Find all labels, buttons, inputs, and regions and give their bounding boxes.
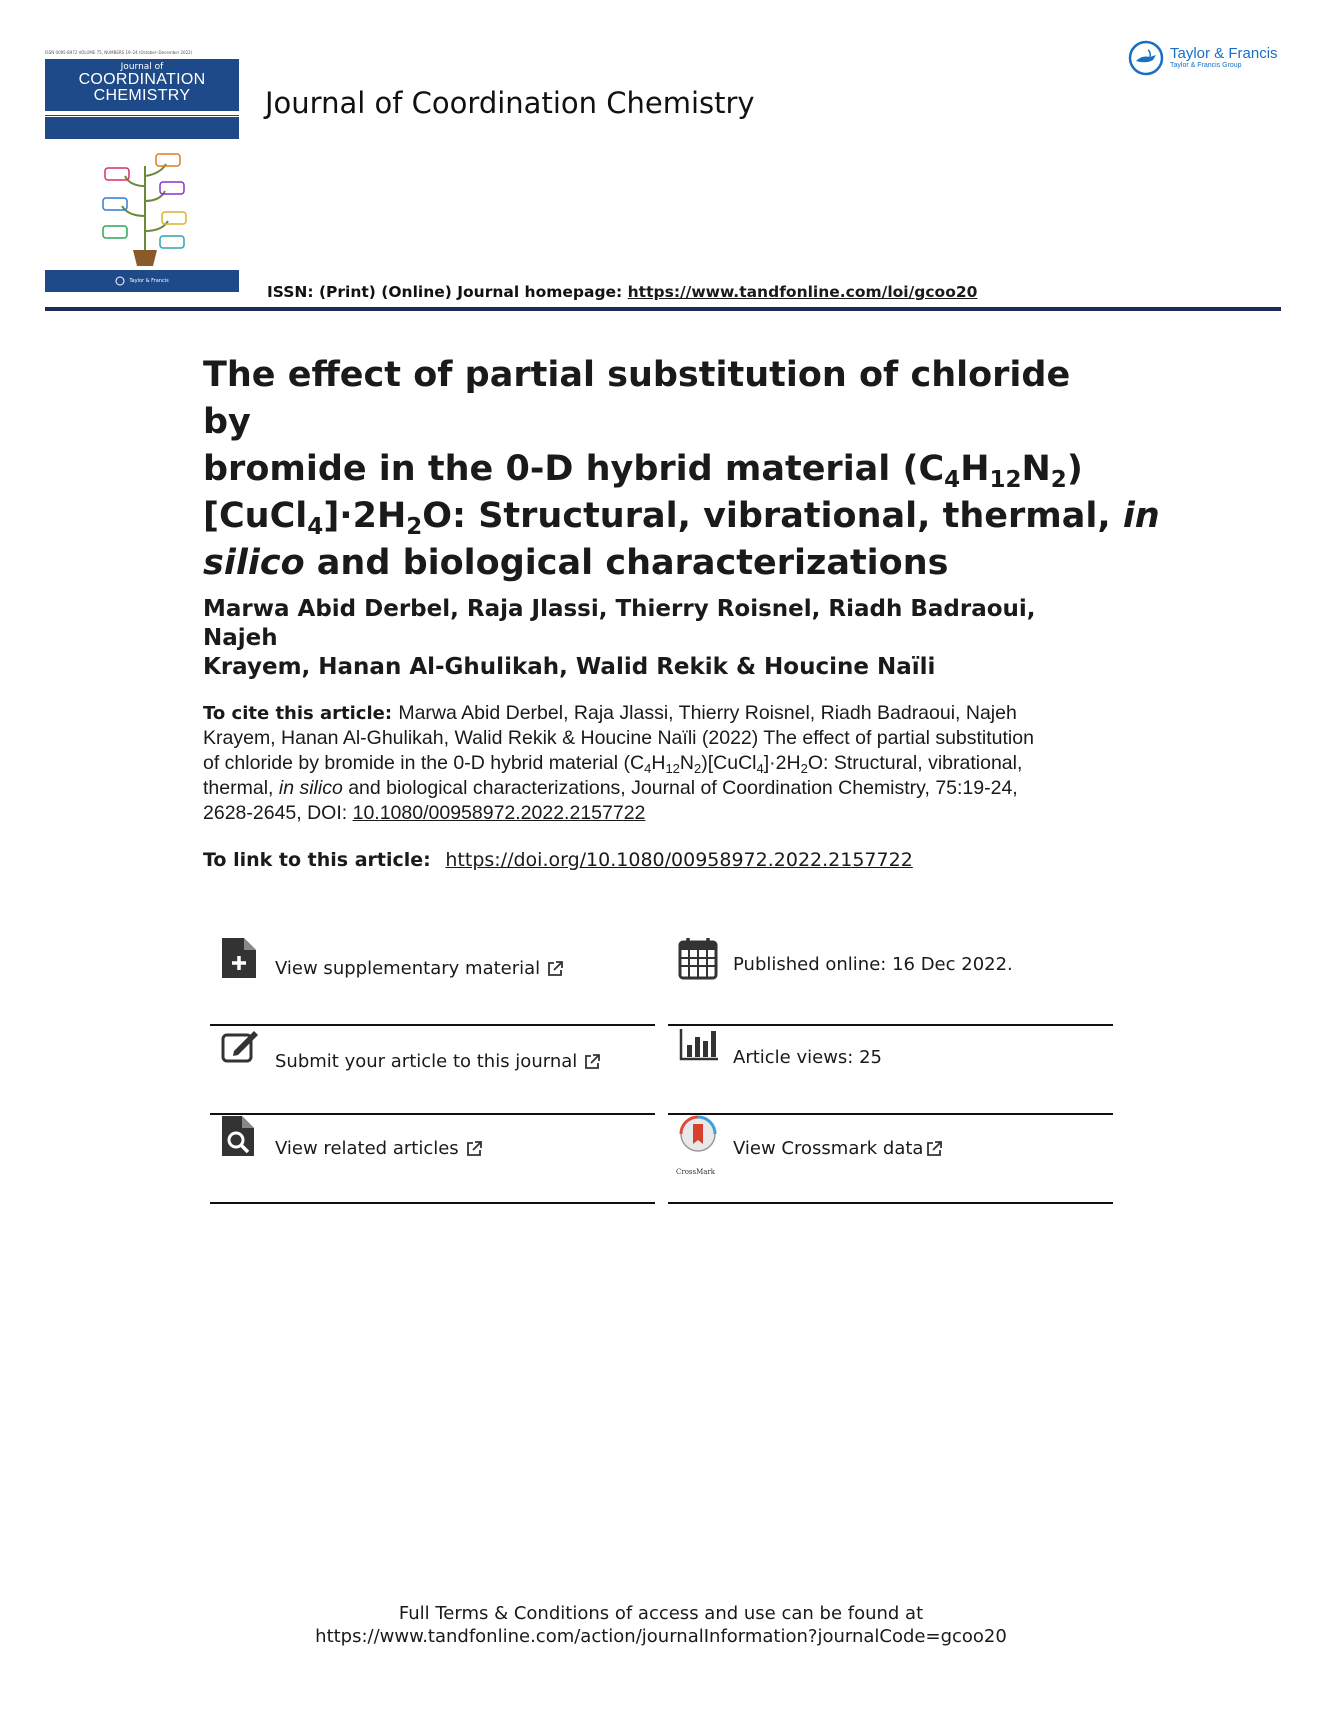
publisher-name: Taylor & Francis [1170, 45, 1278, 62]
author-list [203, 595, 1103, 682]
authors-line-1: Marwa Abid Derbel, Raja Jlassi, Thierry Roisnel, Riadh Badraoui, Najeh [203, 596, 1036, 651]
cite-line-5: 2628-2645, DOI: 10.1080/00958972.2022.2157722 [203, 802, 646, 824]
article-link-line [203, 849, 913, 871]
journal-title: Journal of Coordination Chemistry [265, 86, 755, 120]
submit-link[interactable]: Submit your article to this journal [275, 1051, 601, 1072]
article-views: Article views: 25 [733, 1047, 882, 1068]
terms-footer [0, 1602, 1322, 1648]
cite-line-4: thermal, in silico and biological characterizations, Journal of Coordination Chemistry, 75:19-24, [203, 777, 1018, 799]
crossmark-logo-text: CrossMark [676, 1168, 716, 1176]
title-line-4: silico and biological characterizations [203, 543, 949, 583]
file-search-icon [220, 1114, 260, 1158]
doi-link[interactable]: 10.1080/00958972.2022.2157722 [352, 802, 646, 824]
title-line-2: bromide in the 0-D hybrid material $(C_4H_{12}N_2)$ [203, 449, 1083, 493]
views-box [668, 1025, 1113, 1115]
cover-artwork [100, 146, 190, 266]
journal-cover [45, 50, 239, 292]
issn-line [267, 283, 977, 301]
related-link[interactable]: View related articles [275, 1138, 483, 1159]
published-date: Published online: 16 Dec 2022. [733, 954, 1013, 975]
terms-url[interactable]: https://www.tandfonline.com/action/journalInformation?journalCode=gcoo20 [315, 1626, 1007, 1647]
external-link-icon [925, 1140, 943, 1158]
publisher-logo[interactable] [1128, 40, 1288, 76]
cover-coordination: COORDINATION [78, 71, 206, 88]
title-line-3: $[CuCl_4]\cdot 2H_2O$: Structural, vibrational, thermal, in [203, 496, 1160, 540]
publisher-group: Taylor & Francis Group [1170, 62, 1242, 69]
calendar-icon [678, 936, 718, 980]
title-line-1: The effect of partial substitution of chloride by [203, 355, 1071, 442]
cover-publisher-strip [45, 270, 239, 292]
cite-line-3: of chloride by bromide in the 0-D hybrid material $(C_4H_{12}N_2)[CuCl_4]\cdot 2H_2O$: Structural, vibrational, [203, 752, 1023, 776]
cover-divider [45, 115, 239, 116]
header-rule [45, 307, 1281, 311]
tf-lamp-icon [1128, 40, 1164, 76]
supplementary-link[interactable]: View supplementary material [275, 958, 564, 979]
cite-label: To cite this article: [203, 703, 399, 724]
publisher-text [1170, 46, 1278, 70]
issn-label: ISSN: (Print) (Online) Journal homepage: [267, 283, 628, 301]
submit-box[interactable] [210, 1025, 655, 1115]
external-link-icon [546, 960, 564, 978]
cite-line-1: To cite this article: Marwa Abid Derbel, Raja Jlassi, Thierry Roisnel, Riadh Badraoui, Najeh [203, 702, 1017, 724]
link-label: To link to this article: [203, 849, 438, 871]
external-link-icon [583, 1053, 601, 1071]
cover-tf-icon [115, 276, 125, 286]
article-doi-url[interactable]: https://doi.org/10.1080/00958972.2022.2157722 [445, 849, 913, 871]
cover-title-band [45, 59, 239, 111]
article-title [203, 352, 1160, 587]
bar-chart-icon [678, 1025, 718, 1069]
crossmark-icon [678, 1114, 718, 1162]
supplementary-box[interactable] [210, 936, 655, 1026]
terms-line: Full Terms & Conditions of access and use can be found at [398, 1603, 924, 1624]
cite-line-2: Krayem, Hanan Al-Ghulikah, Walid Rekik & Houcine Naïli (2022) The effect of partial substitution [203, 727, 1034, 749]
journal-homepage-link[interactable]: https://www.tandfonline.com/loi/gcoo20 [627, 283, 978, 301]
citation-block [203, 701, 1103, 826]
related-box[interactable] [210, 1114, 655, 1204]
file-plus-icon [220, 936, 260, 980]
crossmark-box[interactable] [668, 1114, 1113, 1204]
cover-journal-of: Journal of [120, 62, 164, 72]
authors-line-2: Krayem, Hanan Al-Ghulikah, Walid Rekik & Houcine Naïli [203, 654, 936, 680]
crossmark-link[interactable]: View Crossmark data [733, 1138, 943, 1159]
published-box [668, 936, 1113, 1026]
cover-chemistry: CHEMISTRY [93, 87, 191, 104]
edit-icon [220, 1025, 260, 1069]
cover-issn-strip: ISSN 0095-8972 VOLUME 75, NUMBERS 19–24 (October–December 2022) [45, 50, 193, 55]
external-link-icon [465, 1140, 483, 1158]
cover-publisher-name: Taylor & Francis [129, 278, 169, 284]
cover-editor-band [45, 117, 239, 139]
